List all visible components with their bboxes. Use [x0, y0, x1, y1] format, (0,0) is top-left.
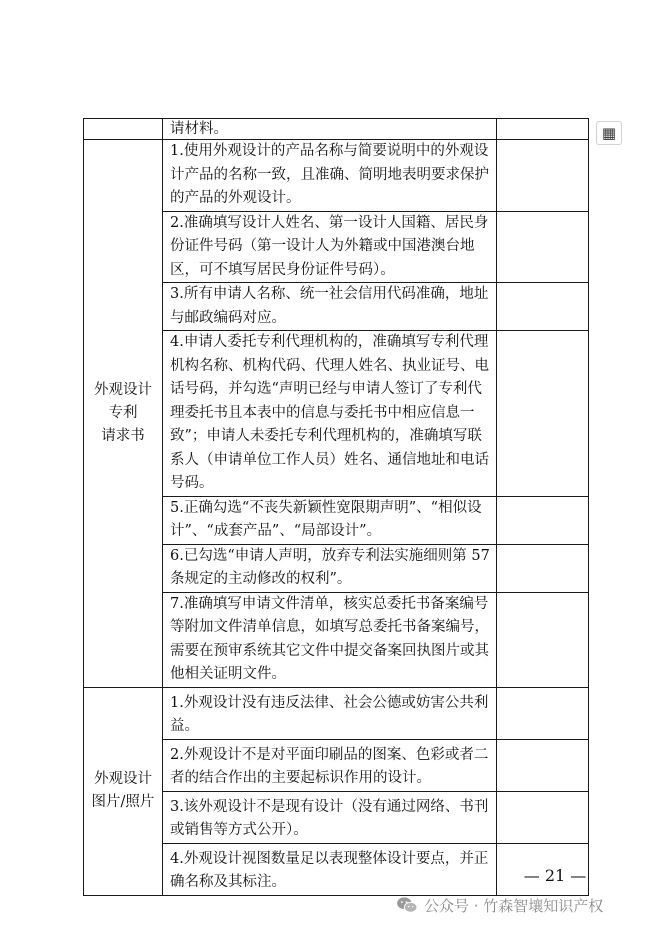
requirement-cell: 4.外观设计视图数量足以表现整体设计要点，并正确名称及其标注。 — [163, 843, 497, 895]
requirement-cell: 请材料。 — [163, 119, 497, 140]
requirement-cell: 4.申请人委托专利代理机构的，准确填写专利代理机构名称、机构代码、代理人姓名、执业证号、电话号码，并勾选“声明已经与申请人签订了专利代理委托书且本表中的信息与委托书中相应信息一致”；申请人未委托专利代理机构的，准确填写联系人（申请单位工作人员）姓名、通信地址和电话号码。 — [163, 331, 497, 497]
check-cell — [497, 687, 589, 739]
requirement-cell: 2.外观设计不是对平面印刷品的图案、色彩或者二者的结合作出的主要起标识作用的设计。 — [163, 739, 497, 791]
requirement-cell: 3.所有申请人名称、统一社会信用代码准确，地址与邮政编码对应。 — [163, 283, 497, 331]
watermark-text: 公众号 · 竹森智壤知识产权 — [424, 896, 604, 915]
requirement-cell: 1.外观设计没有违反法律、社会公德或妨害公共利益。 — [163, 687, 497, 739]
table-row — [84, 119, 589, 140]
check-cell — [497, 592, 589, 687]
requirement-cell: 6.已勾选“申请人声明，放弃专利法实施细则第 57 条规定的主动修改的权利”。 — [163, 544, 497, 592]
check-cell — [497, 544, 589, 592]
requirement-cell: 2.准确填写设计人姓名、第一设计人国籍、居民身份证件号码（第一设计人为外籍或中国港澳台地区，可不填写居民身份证件号码）。 — [163, 211, 497, 283]
watermark — [396, 893, 603, 917]
requirement-cell: 7.准确填写申请文件清单，核实总委托书备案编号等附加文件清单信息，如填写总委托书备案编号，需要在预审系统其它文件中提交备案回执图片或其他相关证明文件。 — [163, 592, 497, 687]
qr-scan-icon[interactable]: ▦ — [596, 121, 622, 145]
page-number: — 21 — — [523, 866, 587, 885]
category-cell-images — [84, 687, 163, 895]
check-cell — [497, 791, 589, 843]
requirement-cell: 5.正确勾选“不丧失新颖性宽限期声明”、“相似设计”、“成套产品”、“局部设计”。 — [163, 496, 497, 544]
category-cell-request-form — [84, 140, 163, 688]
check-cell — [497, 140, 589, 212]
check-cell — [497, 739, 589, 791]
table-row — [84, 140, 589, 212]
requirement-cell: 1.使用外观设计的产品名称与简要说明中的外观设计产品的名称一致，且准确、简明地表明要求保护的产品的外观设计。 — [163, 140, 497, 212]
check-cell — [497, 496, 589, 544]
checklist-table — [83, 118, 589, 896]
category-label: 外观设计 专利 请求书 — [94, 381, 152, 444]
requirement-cell: 3.该外观设计不是现有设计（没有通过网络、书刊或销售等方式公开）。 — [163, 791, 497, 843]
check-cell — [497, 119, 589, 140]
table-row — [84, 687, 589, 739]
check-cell — [497, 331, 589, 497]
category-cell — [84, 119, 163, 140]
wechat-icon — [396, 896, 418, 914]
check-cell — [497, 211, 589, 283]
category-label: 外观设计 图片/照片 — [91, 771, 155, 810]
check-cell — [497, 283, 589, 331]
